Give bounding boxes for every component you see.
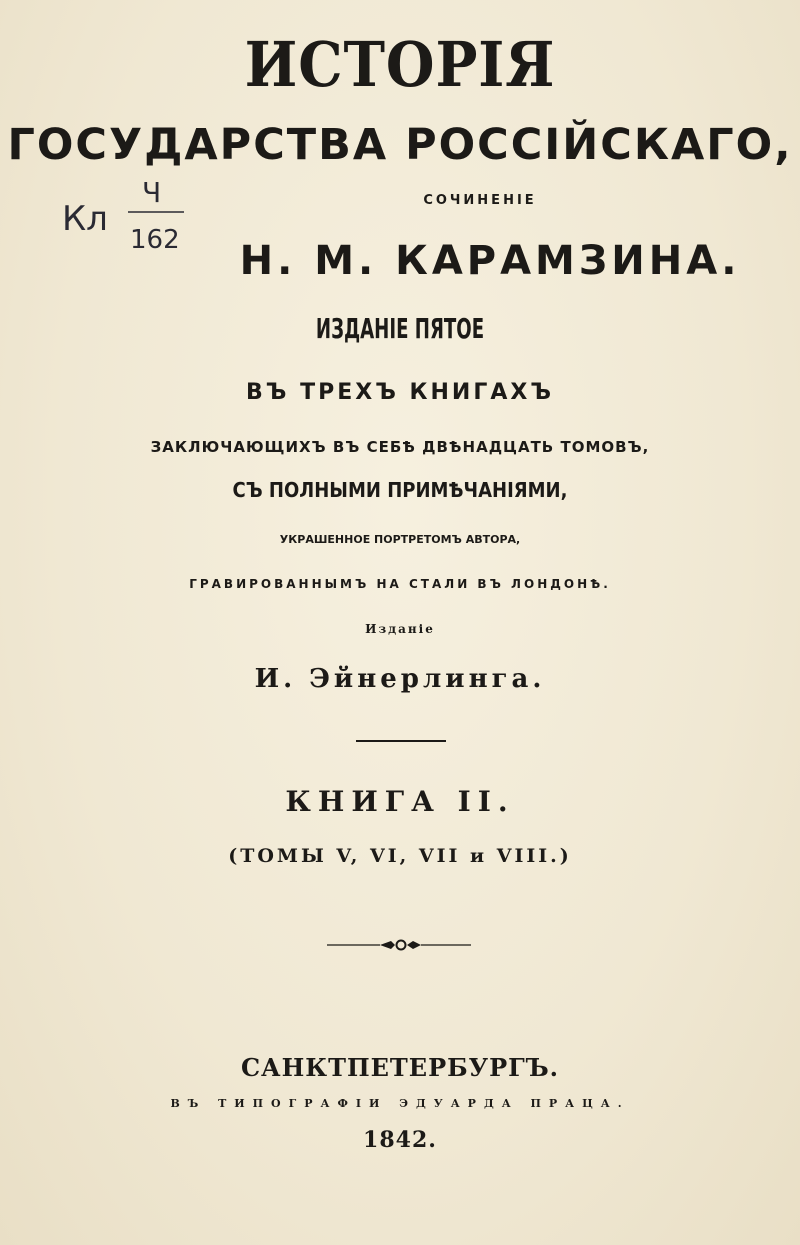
shelf-mark-top: Ч: [142, 176, 162, 209]
containing-line: ЗАКЛЮЧАЮЩИХЪ ВЪ СЕБѢ ДВѢНАДЦАТЬ ТОМОВЪ,: [150, 438, 650, 456]
in-books-line: ВЪ ТРЕХЪ КНИГАХЪ: [245, 380, 555, 405]
volumes-line: (ТОМЫ V, VI, VII и VIII.): [228, 845, 572, 867]
book-number: КНИГА II.: [285, 785, 515, 818]
publisher-name: И. Эйнерлинга.: [254, 664, 546, 694]
shelf-mark-bottom: 162: [130, 225, 180, 255]
publication-year: 1842.: [363, 1127, 437, 1153]
edition-label: ИЗДАНІЕ ПЯТОЕ: [315, 312, 485, 345]
city-name: САНКТПЕТЕРБУРГЪ.: [240, 1053, 560, 1082]
author-name: Н. М. КАРАМЗИНА.: [239, 238, 741, 284]
composition-label: СОЧИНЕНІЕ: [423, 193, 537, 208]
notes-line: СЪ ПОЛНЫМИ ПРИМѢЧАНІЯМИ,: [232, 478, 568, 502]
portrait-line: УКРАШЕННОЕ ПОРТРЕТОМЪ АВТОРА,: [279, 533, 521, 546]
publication-label: Изданіе: [365, 622, 435, 636]
printer-line: ВЪ ТИПОГРАФІИ ЭДУАРДА ПРАЦА.: [170, 1097, 630, 1110]
divider-rule: [356, 740, 446, 742]
engraved-line: ГРАВИРОВАННЫМЪ НА СТАЛИ ВЪ ЛОНДОНѢ.: [189, 577, 611, 591]
book-title: ИСТОРІЯ: [244, 28, 556, 101]
book-subtitle: ГОСУДАРСТВА РОССІЙСКАГО,: [7, 120, 793, 170]
shelf-mark-prefix: Кл: [62, 199, 108, 239]
ornament-divider: [325, 935, 475, 955]
